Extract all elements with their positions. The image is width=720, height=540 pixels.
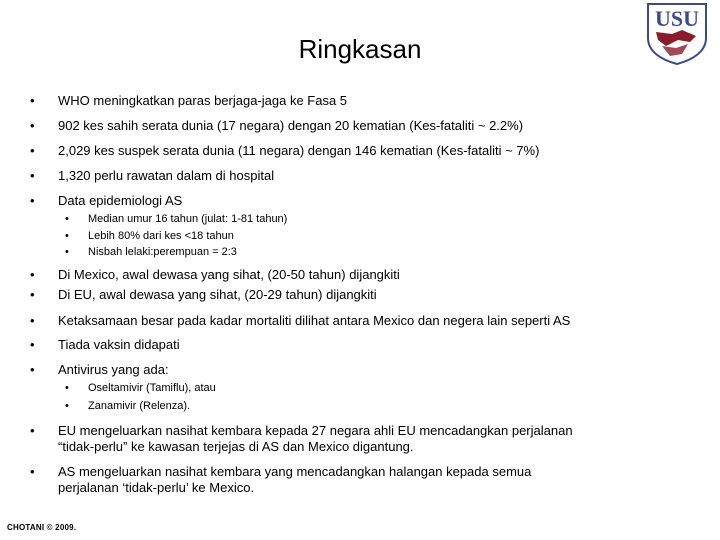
bullet-text: Tiada vaksin didapati bbox=[58, 337, 180, 352]
bullet-dot: • bbox=[30, 267, 35, 282]
bullet-dot: • bbox=[30, 193, 35, 208]
sub-bullet-dot: • bbox=[65, 246, 69, 258]
bullet-text: Antivirus yang ada: bbox=[58, 362, 169, 377]
bullet-text: WHO meningkatkan paras berjaga-jaga ke Fasa 5 bbox=[58, 93, 348, 108]
sub-bullet-text: Nisbah lelaki:perempuan = 2:3 bbox=[88, 246, 237, 258]
usu-logo bbox=[642, 2, 712, 66]
bullet-text: 902 kes sahih serata dunia (17 negara) dengan 20 kematian (Kes-fataliti ~ 2.2%) bbox=[58, 118, 524, 133]
bullet-dot: • bbox=[30, 337, 35, 352]
bullet-dot: • bbox=[30, 93, 35, 108]
bullet-dot: • bbox=[30, 118, 35, 133]
bullet-text: Di EU, awal dewasa yang sihat, (20-29 tahun) dijangkiti bbox=[58, 287, 377, 302]
sub-bullet-dot: • bbox=[65, 230, 69, 242]
bullet-dot: • bbox=[30, 287, 35, 302]
sub-bullet-dot: • bbox=[65, 400, 69, 412]
logo-text: USU bbox=[654, 6, 700, 31]
bullet-text: 2,029 kes suspek serata dunia (11 negara) dengan 146 kematian (Kes-fataliti ~ 7%) bbox=[58, 143, 540, 158]
sub-bullet-text: Zanamivir (Relenza). bbox=[88, 400, 191, 412]
sub-bullet-dot: • bbox=[65, 382, 69, 394]
bullet-text: Data epidemiologi AS bbox=[58, 193, 183, 208]
bullet-text: 1,320 perlu rawatan dalam di hospital bbox=[58, 168, 275, 183]
footer-copyright: CHOTANI © 2009. bbox=[7, 523, 77, 532]
sub-bullet-text: Lebih 80% dari kes <18 tahun bbox=[88, 230, 234, 242]
slide-title: Ringkasan bbox=[298, 34, 422, 64]
bullet-dot: • bbox=[30, 423, 35, 438]
bullet-dot: • bbox=[30, 143, 35, 158]
bullet-text: Di Mexico, awal dewasa yang sihat, (20-50 tahun) dijangkiti bbox=[58, 267, 400, 282]
bullet-text-line1: AS mengeluarkan nasihat kembara yang mencadangkan halangan kepada semua bbox=[58, 464, 532, 479]
bullet-dot: • bbox=[30, 362, 35, 377]
bullet-text: Ketaksamaan besar pada kadar mortaliti dilihat antara Mexico dan negera lain seperti AS bbox=[58, 313, 571, 328]
bullet-text-line1: EU mengeluarkan nasihat kembara kepada 27 negara ahli EU mencadangkan perjalanan bbox=[58, 423, 573, 438]
bullet-text-line2: perjalanan ‘tidak-perlu’ ke Mexico. bbox=[58, 480, 255, 495]
bullet-dot: • bbox=[30, 464, 35, 479]
bullet-text-line2: “tidak-perlu” ke kawasan terjejas di AS dan Mexico digantung. bbox=[58, 439, 414, 454]
sub-bullet-dot: • bbox=[65, 213, 69, 225]
sub-bullet-text: Oseltamivir (Tamiflu), atau bbox=[88, 382, 216, 394]
bullet-dot: • bbox=[30, 168, 35, 183]
bullet-dot: • bbox=[30, 313, 35, 328]
sub-bullet-text: Median umur 16 tahun (julat: 1-81 tahun) bbox=[88, 213, 288, 225]
